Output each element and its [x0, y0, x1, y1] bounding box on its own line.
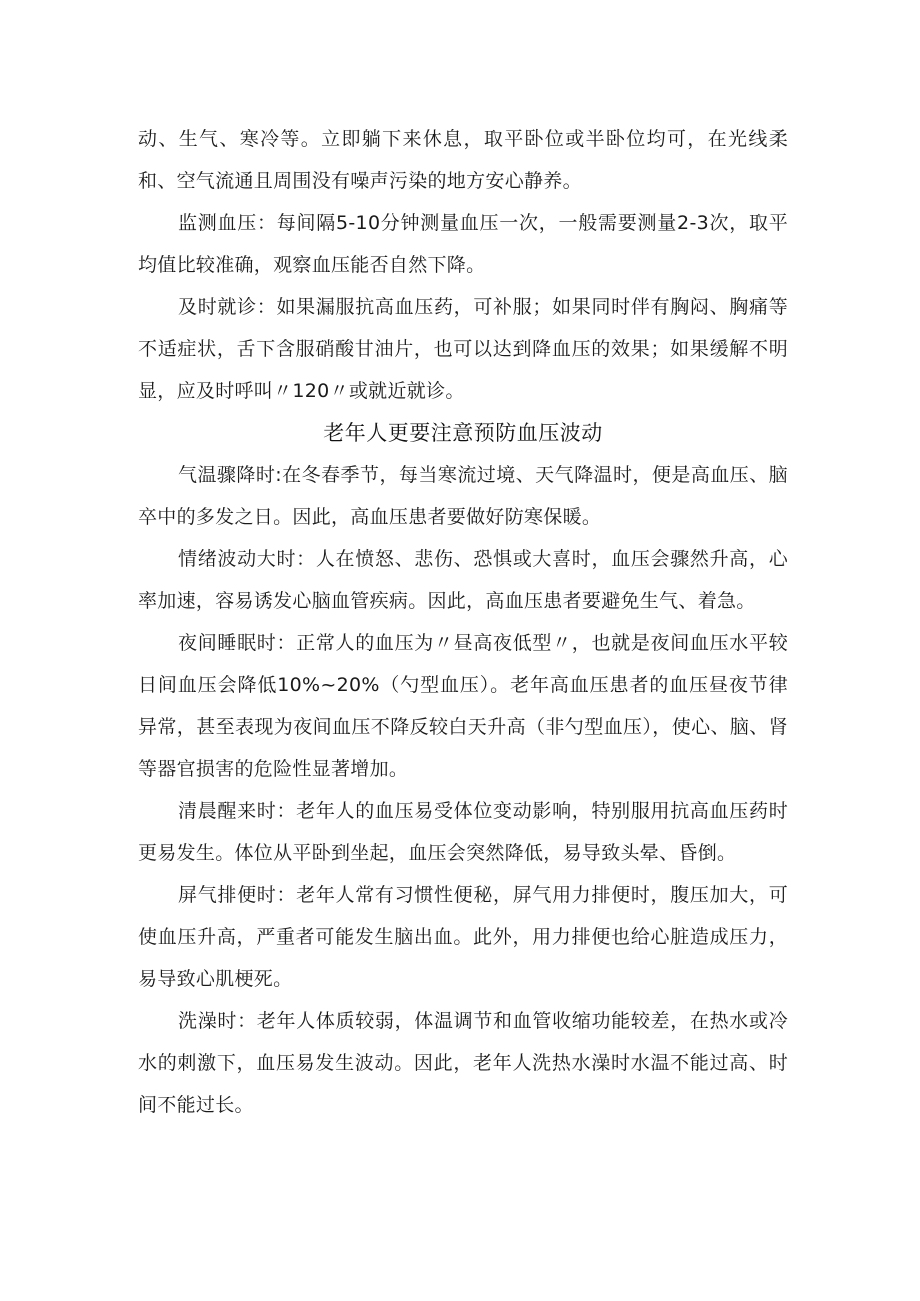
paragraph-bathing: 洗澡时：老年人体质较弱，体温调节和血管收缩功能较差，在热水或冷水的刺激下，血压易发生波动。因此，老年人洗热水澡时水温不能过高、时间不能过长。: [138, 1010, 788, 1116]
section-heading: 老年人更要注意预防血压波动: [323, 421, 603, 445]
paragraph-emotional-fluctuation: 情绪波动大时：人在愤怒、悲伤、恐惧或大喜时，血压会骤然升高，心率加速，容易诱发心脑血管疾病。因此，高血压患者要避免生气、着急。: [138, 548, 788, 612]
paragraph-seek-medical-care: 及时就诊：如果漏服抗高血压药，可补服；如果同时伴有胸闷、胸痛等不适症状，舌下含服硝酸甘油片，也可以达到降血压的效果；如果缓解不明显，应及时呼叫〃120〃或就近就诊。: [138, 296, 788, 402]
paragraph-rest-continuation: 动、生气、寒冷等。立即躺下来休息，取平卧位或半卧位均可，在光线柔和、空气流通且周围没有噪声污染的地方安心静养。: [138, 128, 788, 192]
paragraph-straining-defecation: 屏气排便时：老年人常有习惯性便秘，屏气用力排便时，腹压加大，可使血压升高，严重者可能发生脑出血。此外，用力排便也给心脏造成压力，易导致心肌梗死。: [138, 884, 788, 990]
document-body: [138, 118, 788, 1126]
paragraph-morning-waking: 清晨醒来时：老年人的血压易受体位变动影响，特别服用抗高血压药时更易发生。体位从平卧到坐起，血压会突然降低，易导致头晕、昏倒。: [138, 800, 788, 864]
paragraph-monitor-blood-pressure: 监测血压：每间隔5-10分钟测量血压一次，一般需要测量2-3次，取平均值比较准确，观察血压能否自然下降。: [138, 212, 788, 276]
paragraph-night-sleep: 夜间睡眠时：正常人的血压为〃昼高夜低型〃，也就是夜间血压水平较日间血压会降低10%~20%（勺型血压）。老年高血压患者的血压昼夜节律异常，甚至表现为夜间血压不降反较白天升高（非勺型血压），使心、脑、肾等器官损害的危险性显著增加。: [138, 632, 788, 780]
paragraph-temperature-drop: 气温骤降时:在冬春季节，每当寒流过境、天气降温时，便是高血压、脑卒中的多发之日。因此，高血压患者要做好防寒保暖。: [138, 464, 788, 528]
